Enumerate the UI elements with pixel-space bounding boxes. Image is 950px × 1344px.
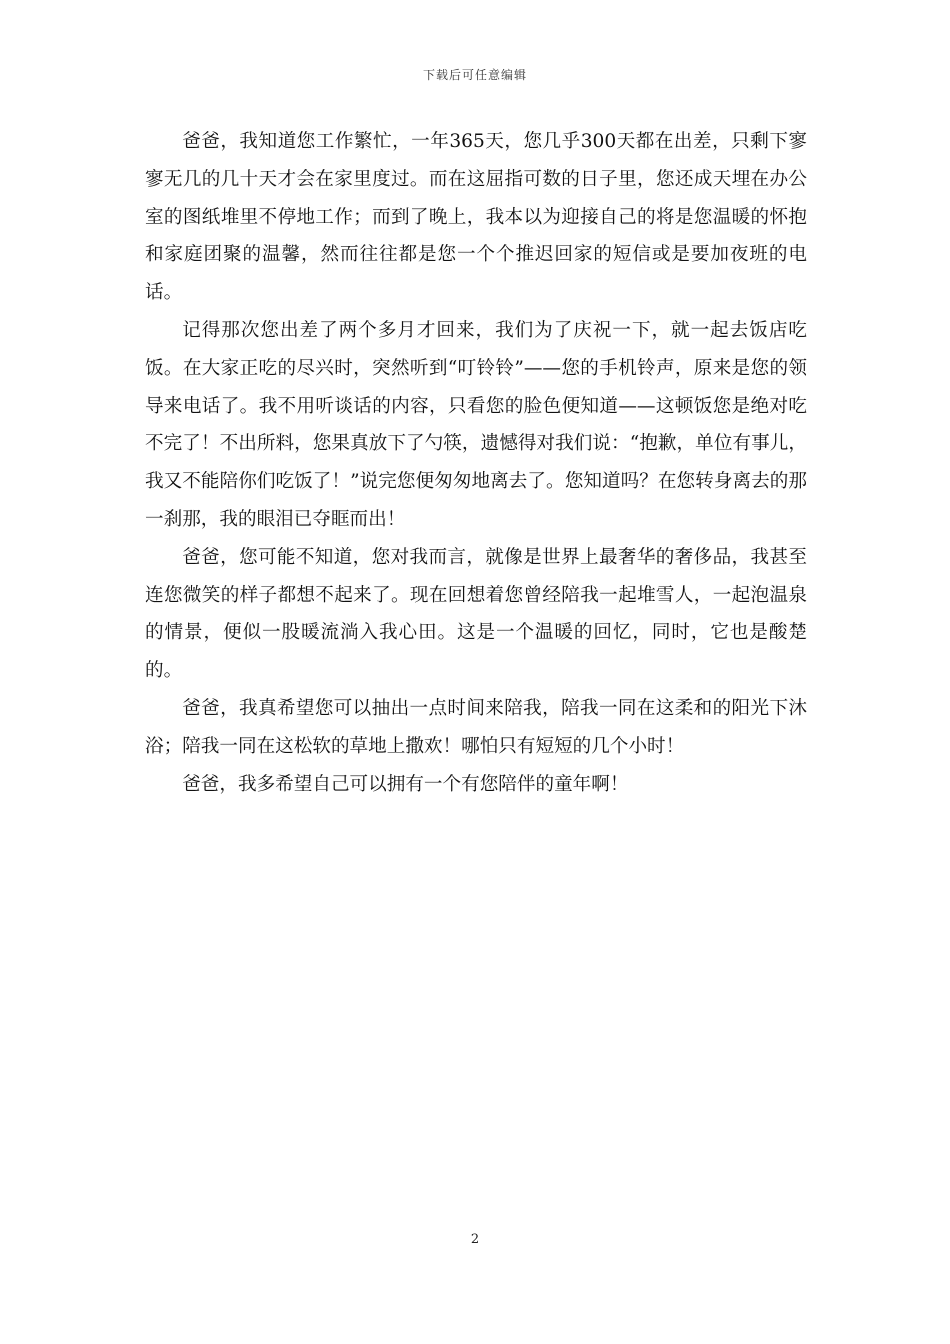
paragraph-1: 爸爸，我知道您工作繁忙，一年365天，您几乎300天都在出差，只剩下寥寥无几的几十天才会在家里度过。而在这屈指可数的日子里，您还成天埋在办公室的图纸堆里不停地工作；而到了晚上，我本以为迎接自己的将是您温暖的怀抱和家庭团聚的温馨，然而往往都是您一个个推迟回家的短信或是要加夜班的电话。 xyxy=(145,131,807,304)
page-header: 下载后可任意编辑 xyxy=(422,68,527,82)
paragraph-4: 爸爸，我真希望您可以抽出一点时间来陪我，陪我一同在这柔和的阳光下沐浴；陪我一同在这松软的草地上撒欢！哪怕只有短短的几个小时！ xyxy=(145,697,807,757)
page-number: 2 xyxy=(470,1232,480,1247)
paragraph-3: 爸爸，您可能不知道，您对我而言，就像是世界上最奢华的奢侈品，我甚至连您微笑的样子都想不起来了。现在回想着您曾经陪我一起堆雪人，一起泡温泉的情景，便似一股暖流淌入我心田。这是一个温暖的回忆，同时，它也是酸楚的。 xyxy=(145,546,807,682)
paragraph-2: 记得那次您出差了两个多月才回来，我们为了庆祝一下，就一起去饭店吃饭。在大家正吃的尽兴时，突然听到“叮铃铃”——您的手机铃声，原来是您的领导来电话了。我不用听谈话的内容，只看您的脸色便知道——这顿饭您是绝对吃不完了！不出所料，您果真放下了勺筷，遗憾得对我们说：“抱歉，单位有事儿，我又不能陪你们吃饭了！”说完您便匆匆地离去了。您知道吗？在您转身离去的那一刹那，我的眼泪已夺眶而出！ xyxy=(145,319,807,530)
paragraph-5: 爸爸，我多希望自己可以拥有一个有您陪伴的童年啊！ xyxy=(182,773,629,795)
document-body xyxy=(145,123,807,803)
